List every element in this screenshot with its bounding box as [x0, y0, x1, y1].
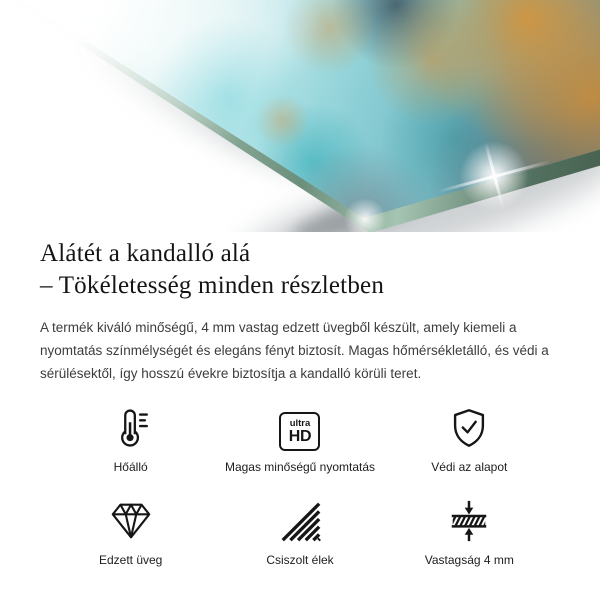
title-line-2: – Tökéletesség minden részletben	[40, 272, 385, 299]
ultra-hd-icon-text-top: ultra	[289, 418, 311, 429]
shield-check-icon	[446, 403, 492, 451]
thermometer-icon	[108, 403, 154, 451]
title-line-1: Alátét a kandalló alá	[40, 240, 251, 267]
section-description: A termék kiváló minőségű, 4 mm vastag edzett üvegből készült, amely kiemeli a nyomtatás színmélységét és elegáns fényt biztosít. Magas hőmérsékletálló, és védi a sérülésektől, így hosszú évekre biztosítja a kandalló körüli teret.	[40, 320, 549, 381]
product-description-block	[0, 238, 600, 567]
feature-grid	[46, 403, 554, 567]
feature-polished-edges	[215, 496, 384, 567]
feature-thickness-4mm	[385, 496, 554, 567]
thickness-arrows-icon	[446, 496, 492, 544]
feature-label: Edzett üveg	[98, 553, 163, 567]
ultra-hd-icon	[279, 403, 320, 451]
feature-label: Védi az alapot	[431, 460, 508, 474]
product-hero-image	[0, 0, 600, 232]
feature-ultra-hd-print	[215, 403, 384, 474]
diamond-icon	[108, 496, 154, 544]
feature-label: Magas minőségű nyomtatás	[224, 460, 376, 474]
feature-label: Hőálló	[113, 460, 148, 474]
feature-protects-base	[385, 403, 554, 474]
sparkle-highlight-icon	[434, 116, 554, 232]
section-title	[40, 238, 560, 302]
feature-heat-resistant	[46, 403, 215, 474]
polished-edge-icon	[277, 496, 323, 544]
ultra-hd-icon-text-bottom: HD	[288, 428, 312, 445]
feature-label: Vastagság 4 mm	[424, 553, 514, 567]
feature-tempered-glass	[46, 496, 215, 567]
feature-label: Csiszolt élek	[266, 553, 334, 567]
